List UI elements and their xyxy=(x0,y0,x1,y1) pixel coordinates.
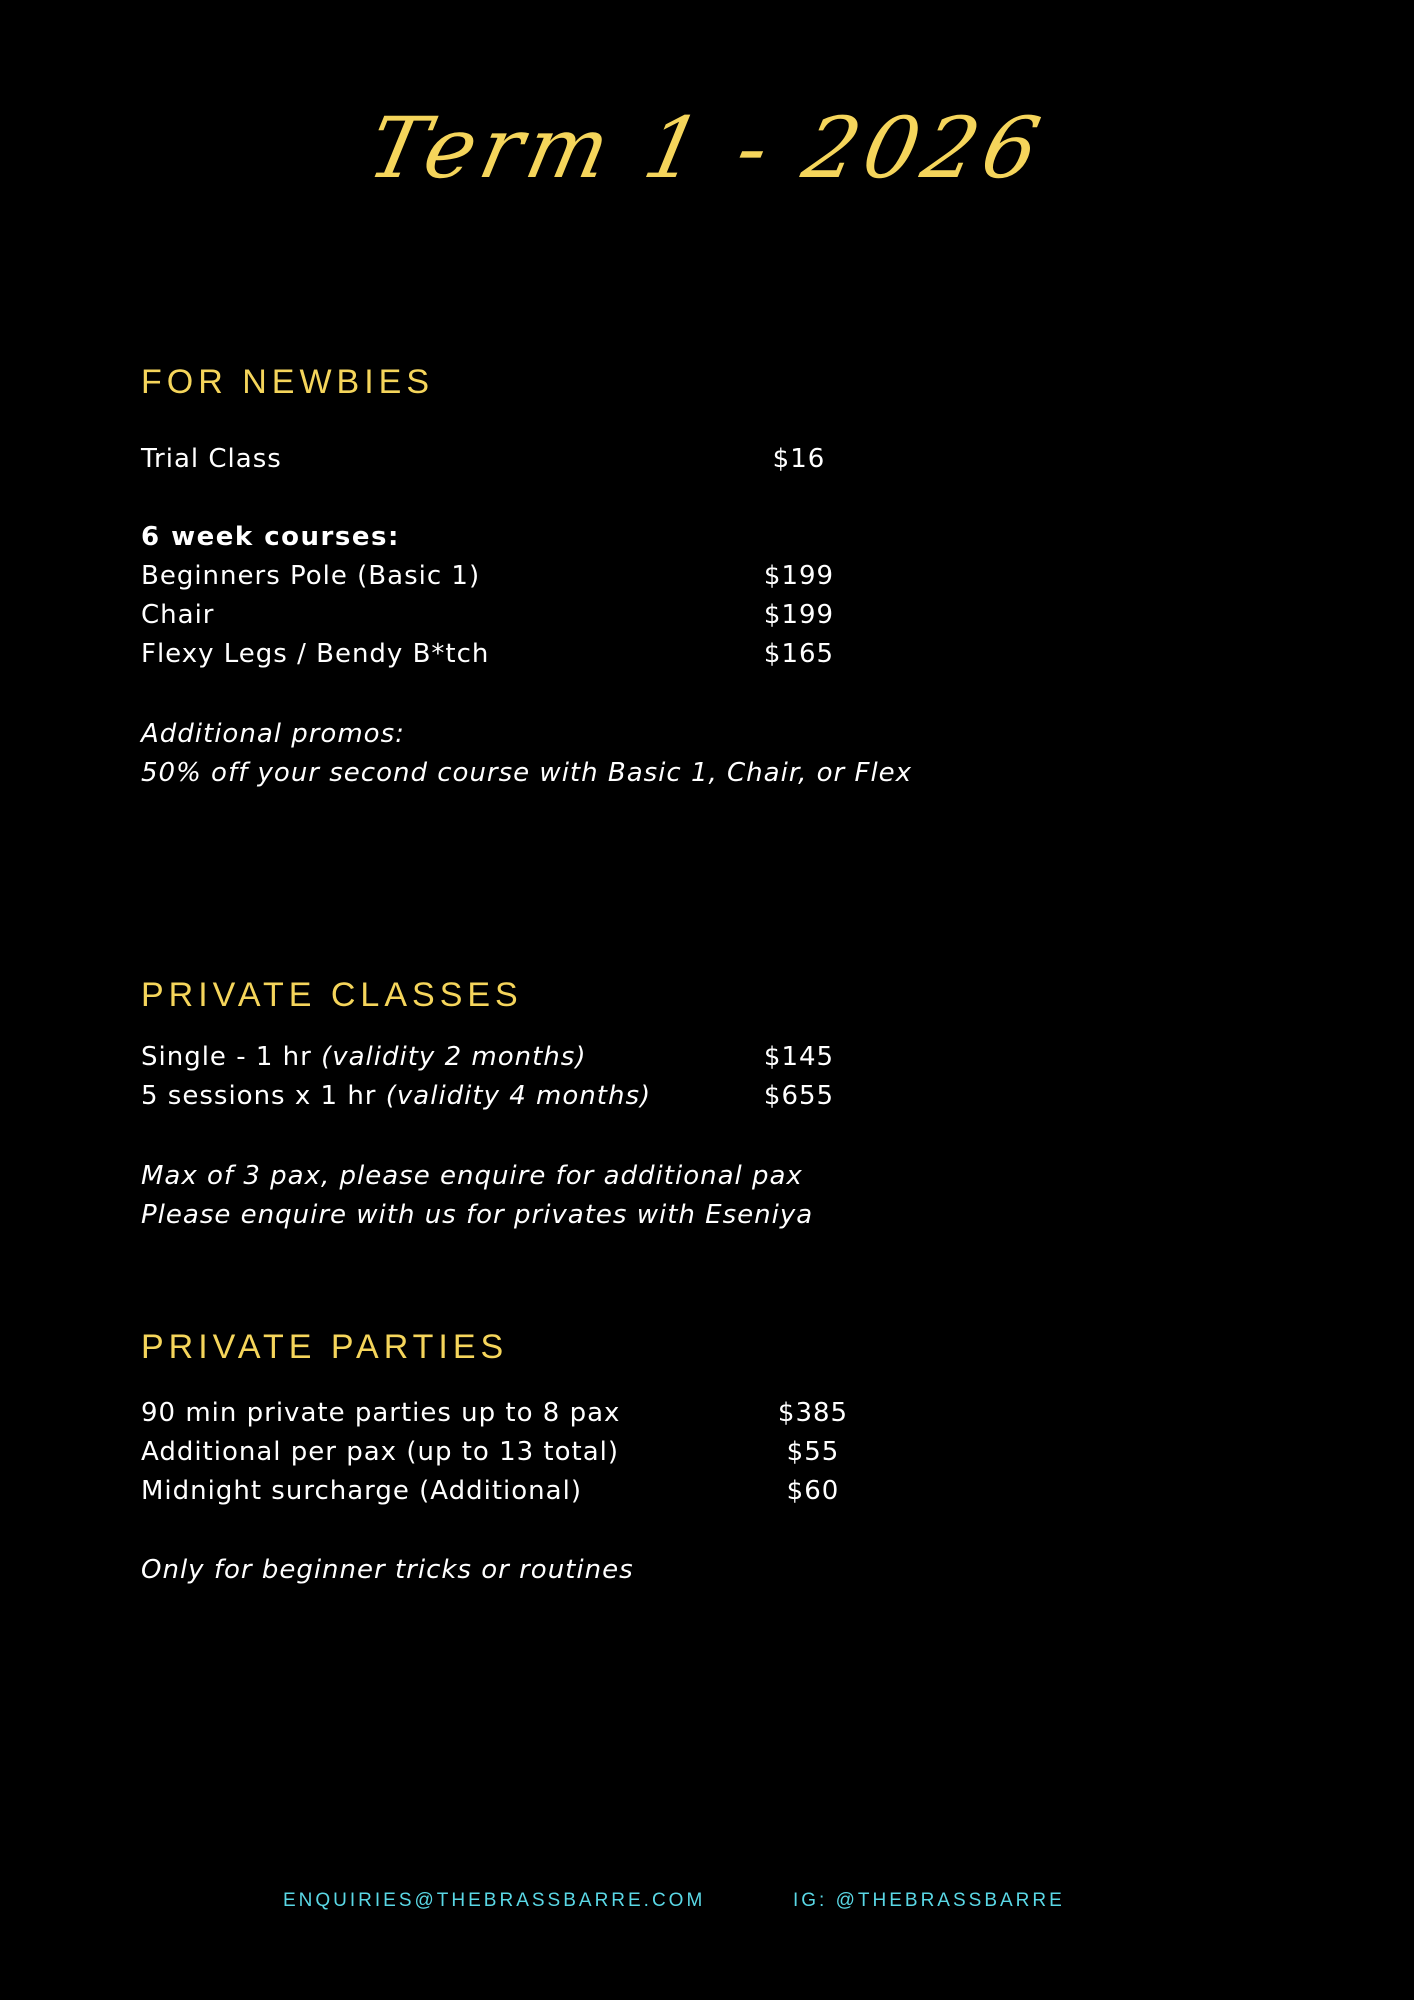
item-label: Additional per pax (up to 13 total) xyxy=(141,1437,620,1467)
price-row-course xyxy=(141,635,1141,674)
promo-heading: Additional promos: xyxy=(141,719,405,749)
section-heading-private-classes: PRIVATE CLASSES xyxy=(141,976,523,1014)
item-label: Beginners Pole (Basic 1) xyxy=(141,561,481,591)
item-label-text: Single - 1 hr xyxy=(141,1042,322,1072)
price-row-private-party xyxy=(141,1433,1141,1472)
validity-note: (validity 2 months) xyxy=(321,1042,587,1072)
section-heading-private-parties: PRIVATE PARTIES xyxy=(141,1328,509,1366)
footer-instagram-link[interactable]: IG: @THEBRASSBARRE xyxy=(793,1890,1065,1911)
item-label: Midnight surcharge (Additional) xyxy=(141,1476,582,1506)
item-price: $55 xyxy=(786,1437,840,1467)
item-price: $199 xyxy=(763,561,835,591)
item-label xyxy=(141,1077,651,1116)
section-heading-newbies: FOR NEWBIES xyxy=(141,363,435,401)
item-price: $16 xyxy=(772,444,826,474)
item-label xyxy=(141,1038,586,1077)
item-price: $199 xyxy=(763,600,835,630)
footer-email-link[interactable]: ENQUIRIES@THEBRASSBARRE.COM xyxy=(283,1890,706,1911)
private-class-note: Please enquire with us for privates with Eseniya xyxy=(141,1200,814,1230)
promo-text: 50% off your second course with Basic 1, Chair, or Flex xyxy=(141,758,913,788)
validity-note: (validity 4 months) xyxy=(385,1081,652,1111)
item-price: $385 xyxy=(777,1398,849,1428)
courses-subheading: 6 week courses: xyxy=(141,522,400,552)
price-row-course xyxy=(141,596,1141,635)
item-label: Trial Class xyxy=(141,444,282,474)
page-title: Term 1 - 2026 xyxy=(360,99,1054,197)
private-party-note: Only for beginner tricks or routines xyxy=(141,1555,634,1585)
price-row-private-party xyxy=(141,1472,1141,1511)
item-price: $165 xyxy=(763,639,835,669)
price-row-trial-class xyxy=(141,440,1141,479)
item-label-text: 5 sessions x 1 hr xyxy=(141,1081,386,1111)
price-row-private-class xyxy=(141,1038,1141,1077)
item-price: $655 xyxy=(763,1081,835,1111)
price-row-course xyxy=(141,557,1141,596)
item-price: $60 xyxy=(786,1476,840,1506)
item-label: 90 min private parties up to 8 pax xyxy=(141,1398,621,1428)
price-row-private-party xyxy=(141,1394,1141,1433)
private-class-note: Max of 3 pax, please enquire for additional pax xyxy=(141,1161,803,1191)
item-label: Chair xyxy=(141,600,215,630)
price-row-private-class xyxy=(141,1077,1141,1116)
item-price: $145 xyxy=(763,1042,835,1072)
item-label: Flexy Legs / Bendy B*tch xyxy=(141,639,490,669)
